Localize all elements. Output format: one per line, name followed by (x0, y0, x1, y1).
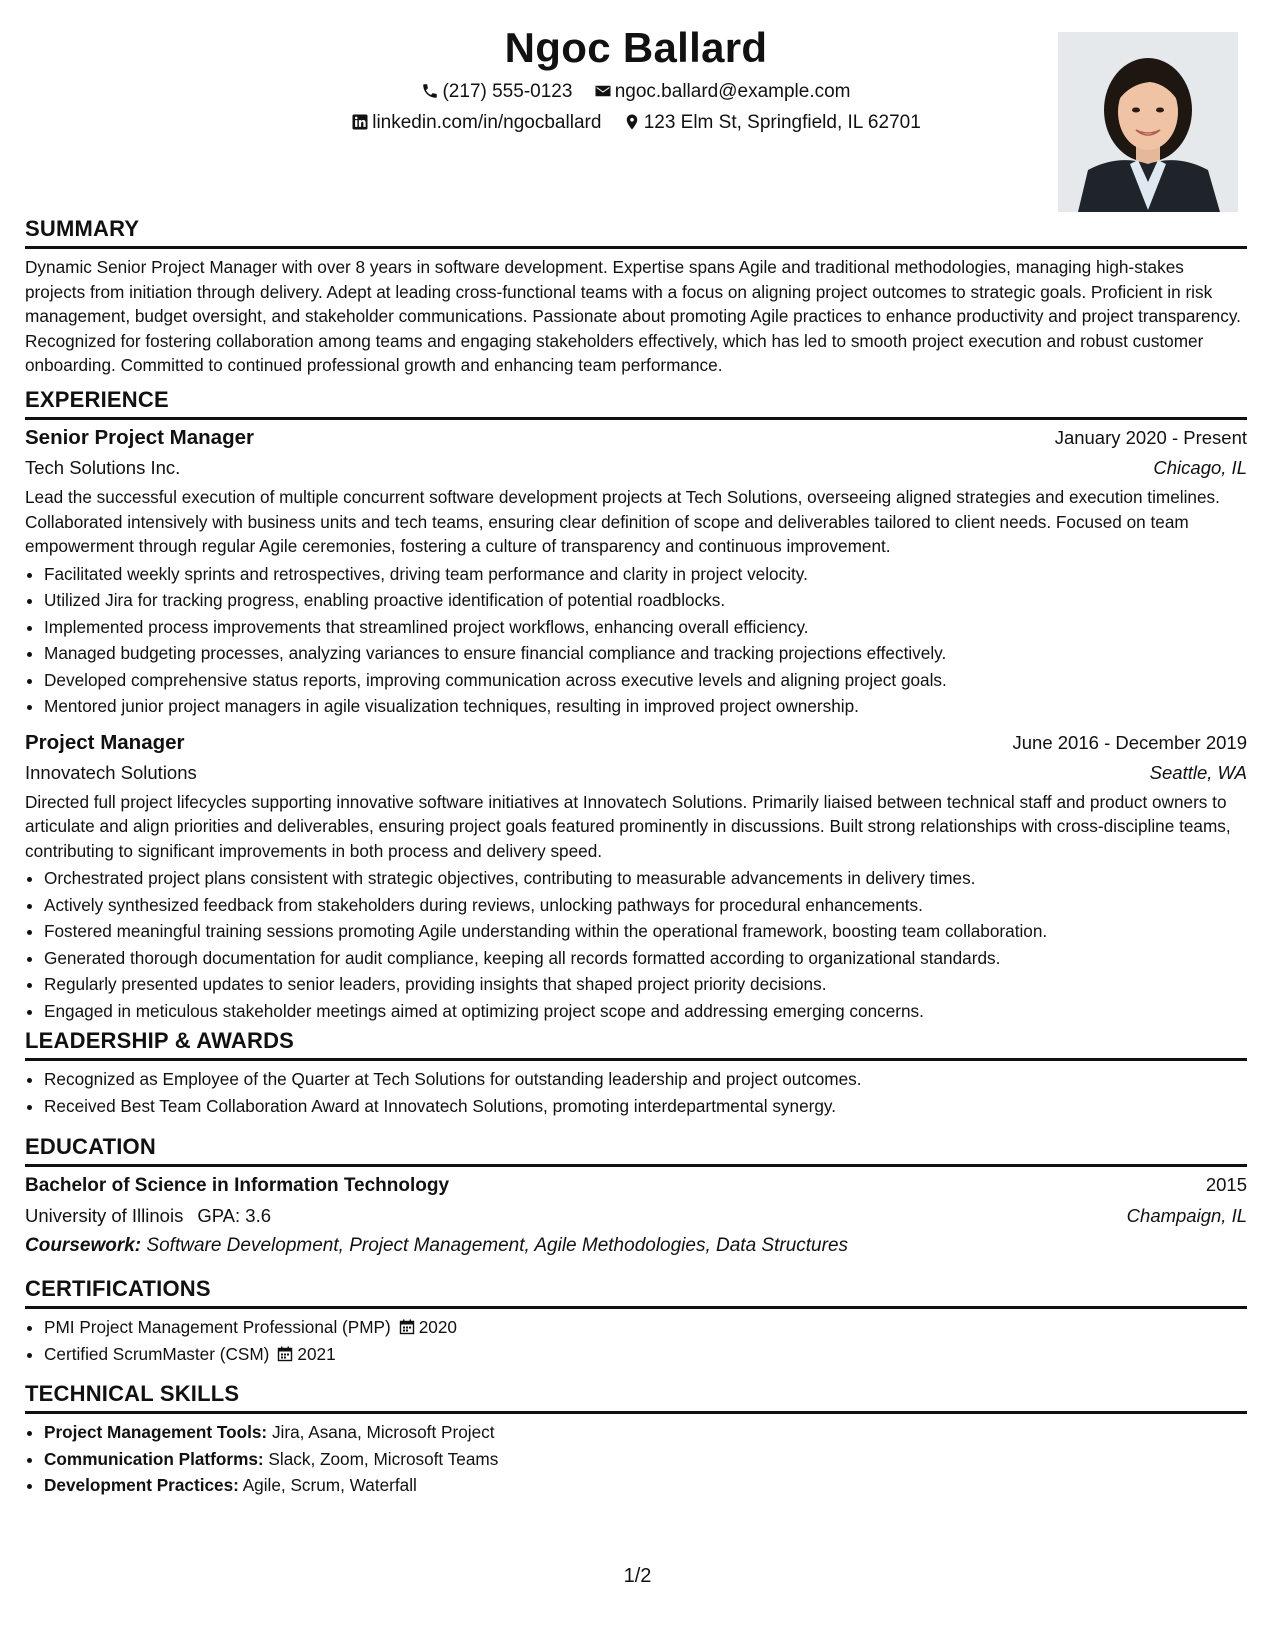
education-section (25, 1133, 1247, 1261)
skill-value: Slack, Zoom, Microsoft Teams (268, 1448, 499, 1469)
job-location: Seattle, WA (1149, 761, 1247, 783)
job-description: Directed full project lifecycles supporting innovative software initiatives at Innovatech Solutions. Primarily liaised between technical staff and product owners to articulate and align priorities and deliverables, ensuring project goals featured prominently in discussions. Built strong relationships with cross-discipline teams, contributing to significant improvements in both process and delivery speed. (25, 791, 1231, 861)
profile-photo (1058, 32, 1238, 212)
skills-section (25, 1380, 1247, 1499)
street-address: 123 Elm St, Springfield, IL 62701 (643, 112, 921, 133)
job-1-company-row (25, 453, 1247, 483)
list-item: • Facilitated weekly sprints and retrospectives, driving team performance and clarity in project velocity. (44, 561, 1247, 588)
job-title: Project Manager (25, 730, 185, 754)
list-item: • Implemented process improvements that streamlined project workflows, enhancing overall efficiency. (44, 614, 1247, 641)
leadership-heading: LEADERSHIP & AWARDS (25, 1027, 1247, 1061)
location-pin-icon (623, 113, 641, 131)
certification-item (44, 1314, 1247, 1341)
job-entry-2 (25, 728, 1247, 1025)
job-1-bullets (25, 561, 1247, 720)
list-item: • Orchestrated project plans consistent with strategic objectives, contributing to measurable advancements in delivery times. (44, 865, 1247, 892)
job-description: Lead the successful execution of multiple concurrent software development projects at Tech Solutions, overseeing aligned strategies and execution timelines. Collaborated intensively with business units and tech teams, ensuring clear definition of scope and deliverables tailored to client needs. Focused on team empowerment through regular Agile ceremonies, fostering a culture of transparency and continuous improvement. (25, 487, 1220, 556)
certifications-section (25, 1275, 1247, 1367)
linkedin-icon (351, 113, 369, 131)
skill-label: Communication Platforms: (44, 1448, 264, 1469)
job-dates: June 2016 - December 2019 (1012, 731, 1247, 753)
resume-page (25, 0, 1247, 1650)
list-item: • Utilized Jira for tracking progress, enabling proactive identification of potential roadblocks. (44, 587, 1247, 614)
list-item: • Managed budgeting processes, analyzing variances to ensure financial compliance and tracking projections effectively. (44, 640, 1247, 667)
email-contact[interactable] (594, 79, 851, 105)
certification-year: 2021 (297, 1343, 336, 1364)
skills-heading: TECHNICAL SKILLS (25, 1380, 1247, 1414)
school-location: Champaign, IL (1126, 1205, 1247, 1226)
job-dates: January 2020 - Present (1054, 427, 1247, 448)
list-item: • Recognized as Employee of the Quarter at Tech Solutions for outstanding leadership and project outcomes. (44, 1066, 1247, 1093)
degree: Bachelor of Science in Information Technology (25, 1175, 450, 1196)
summary-text: Dynamic Senior Project Manager with over 8 years in software development. Expertise spans Agile and traditional methodologies, managing high-stakes projects from initiation through delivery. Adept at leading cross-functional teams with a focus on aligning project outcomes to strategic goals. Proficient in risk management, budget oversight, and stakeholder communications. Passionate about promoting Agile practices to enhance productivity and project transparency. Recognized for fostering collaboration among teams and engaging stakeholders effectively, which has led to smooth project execution and robust customer onboarding. Committed to continued professional growth and enhancing team performance. (25, 257, 1241, 375)
job-location: Chicago, IL (1153, 457, 1247, 478)
certifications-heading: CERTIFICATIONS (25, 1275, 1247, 1309)
education-school-row (25, 1201, 1247, 1231)
certifications-list (25, 1314, 1247, 1367)
email-address: ngoc.ballard@example.com (614, 81, 851, 102)
list-item: • Actively synthesized feedback from stakeholders during reviews, unlocking pathways for procedural enhancements. (44, 892, 1247, 919)
skill-value: Jira, Asana, Microsoft Project (271, 1422, 495, 1442)
envelope-icon (594, 82, 612, 100)
certification-name: PMI Project Management Professional (PMP) (44, 1317, 391, 1337)
gpa: GPA: 3.6 (197, 1205, 272, 1226)
certification-name: Certified ScrumMaster (CSM) (44, 1343, 270, 1364)
certification-item (44, 1341, 1247, 1368)
summary-heading: SUMMARY (25, 215, 1247, 249)
linkedin-contact[interactable] (351, 110, 601, 136)
job-title: Senior Project Manager (25, 426, 254, 449)
certification-year: 2020 (418, 1317, 457, 1337)
job-company: Tech Solutions Inc. (25, 457, 181, 478)
summary-section (25, 215, 1247, 378)
calendar-icon (277, 1346, 293, 1362)
list-item: • Regularly presented updates to senior leaders, providing insights that shaped project priority decisions. (44, 971, 1247, 998)
calendar-icon (399, 1319, 415, 1335)
job-entry-1 (25, 423, 1247, 720)
leadership-section (25, 1027, 1247, 1119)
coursework (25, 1231, 1247, 1261)
skill-item (44, 1472, 1247, 1499)
coursework-list: Software Development, Project Management, Agile Methodologies, Data Structures (146, 1235, 849, 1256)
school-info (25, 1201, 271, 1231)
skill-value: Agile, Scrum, Waterfall (242, 1475, 417, 1495)
linkedin-url: linkedin.com/in/ngocballard (372, 112, 602, 133)
phone-number: (217) 555-0123 (442, 81, 573, 102)
resume-header (25, 0, 1247, 215)
job-2-title-row (25, 728, 1247, 758)
graduation-year: 2015 (1205, 1174, 1247, 1195)
skill-label: Project Management Tools: (44, 1422, 268, 1442)
education-heading: EDUCATION (25, 1133, 1247, 1167)
experience-section (25, 386, 1247, 1024)
skill-label: Development Practices: (44, 1475, 239, 1495)
phone-contact (421, 79, 572, 105)
page-number: 1/2 (623, 1565, 652, 1587)
list-item: • Fostered meaningful training sessions promoting Agile understanding within the operational framework, boosting team collaboration. (44, 918, 1247, 945)
job-company: Innovatech Solutions (25, 761, 197, 783)
list-item: • Mentored junior project managers in agile visualization techniques, resulting in improved project ownership. (44, 693, 1247, 720)
skill-item (44, 1446, 1247, 1473)
candidate-name: Ngoc Ballard (504, 24, 768, 71)
skill-item (44, 1419, 1247, 1446)
list-item: • Engaged in meticulous stakeholder meetings aimed at optimizing project scope and addressing emerging concerns. (44, 998, 1247, 1025)
list-item: • Generated thorough documentation for audit compliance, keeping all records formatted according to organizational standards. (44, 945, 1247, 972)
phone-icon (421, 82, 439, 100)
job-2-company-row (25, 758, 1247, 788)
school-name: University of Illinois (25, 1205, 184, 1226)
profile-photo-illustration (1058, 32, 1238, 212)
leadership-list (25, 1066, 1247, 1119)
list-item: • Received Best Team Collaboration Award at Innovatech Solutions, promoting interdepartmental synergy. (44, 1093, 1247, 1120)
coursework-label: Coursework: (25, 1235, 142, 1256)
list-item: • Developed comprehensive status reports, improving communication across executive levels and aligning project goals. (44, 667, 1247, 694)
education-degree-row (25, 1170, 1247, 1201)
skills-list (25, 1419, 1247, 1499)
job-1-title-row (25, 423, 1247, 453)
address-contact (623, 110, 921, 136)
experience-heading: EXPERIENCE (25, 386, 1247, 420)
job-2-bullets (25, 865, 1247, 1024)
